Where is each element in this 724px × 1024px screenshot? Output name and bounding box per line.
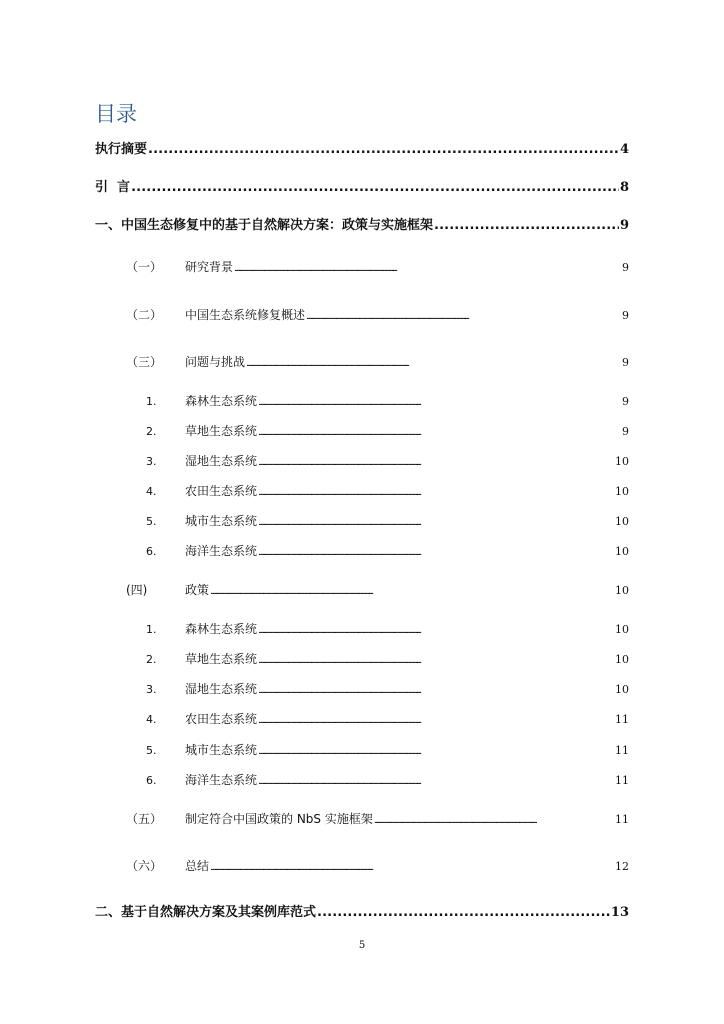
- toc-entry-item[interactable]: [146, 512, 629, 529]
- toc-entry-page: 10: [615, 545, 629, 558]
- toc-entry-section-1-1[interactable]: [126, 258, 629, 275]
- dot-leader: [258, 458, 614, 468]
- toc-entry-label: 森林生态系统: [185, 394, 258, 408]
- toc-entry-label: 中国生态系统修复概述: [185, 308, 306, 322]
- toc-entry-page: 9: [622, 425, 629, 438]
- dot-leader: [258, 686, 614, 696]
- dot-leader: [317, 905, 610, 920]
- toc-entry-section-1-2[interactable]: [126, 306, 629, 323]
- toc-entry-label: 政策: [185, 583, 210, 597]
- dot-leader: [258, 777, 614, 787]
- toc-entry-number: （三）: [126, 355, 163, 369]
- toc-entry-page: 9: [619, 218, 629, 233]
- toc-entry-number: 4.: [146, 485, 157, 498]
- toc-entry-item[interactable]: [146, 542, 629, 559]
- toc-entry-number: 2.: [146, 425, 157, 438]
- toc-entry-number: 1.: [146, 623, 157, 636]
- toc-title: 目录: [95, 102, 137, 126]
- toc-entry-chapter-2[interactable]: [95, 901, 629, 920]
- toc-entry-page: 13: [610, 905, 629, 920]
- toc-entry-item[interactable]: [146, 392, 629, 409]
- dot-leader: [306, 312, 621, 322]
- toc-entry-page: 10: [615, 683, 629, 696]
- toc-entry-number: 4.: [146, 713, 157, 726]
- dot-leader: [258, 488, 614, 498]
- dot-leader: [258, 428, 621, 438]
- toc-entry-number: （六）: [126, 859, 163, 873]
- dot-leader: [434, 218, 619, 233]
- toc-entry-label: 海洋生态系统: [185, 544, 258, 558]
- toc-entry-label: 草地生态系统: [185, 424, 258, 438]
- toc-entry-page: 9: [622, 309, 629, 322]
- toc-entry-page: 12: [615, 860, 629, 873]
- toc-entry-number: （二）: [126, 308, 163, 322]
- toc-entry-label: 农田生态系统: [185, 484, 258, 498]
- toc-entry-number: (四): [126, 583, 148, 597]
- toc-entry-number: （一）: [126, 260, 163, 274]
- toc-entry-label: 湿地生态系统: [185, 682, 258, 696]
- toc-entry-label: 一、中国生态修复中的基于自然解决方案：政策与实施框架: [95, 218, 434, 233]
- dot-leader: [258, 626, 614, 636]
- dot-leader: [258, 656, 614, 666]
- dot-leader: [246, 359, 621, 369]
- toc-entry-page: 9: [622, 395, 629, 408]
- toc-entry-item[interactable]: [146, 422, 629, 439]
- toc-entry-chapter-1[interactable]: [95, 214, 629, 233]
- dot-leader: [258, 548, 614, 558]
- toc-entry-number: 2.: [146, 653, 157, 666]
- toc-entry-item[interactable]: [146, 741, 629, 758]
- toc-entry-section-1-4[interactable]: [126, 581, 629, 598]
- toc-entry-label: 引 言: [95, 180, 131, 195]
- toc-entry-page: 8: [619, 180, 629, 195]
- toc-entry-page: 11: [615, 774, 629, 787]
- dot-leader: [374, 816, 614, 826]
- dot-leader: [210, 863, 614, 873]
- toc-entry-page: 9: [622, 356, 629, 369]
- dot-leader: [131, 180, 619, 195]
- toc-entry-label: 执行摘要: [95, 142, 148, 157]
- toc-entry-section-1-5[interactable]: [126, 810, 629, 827]
- toc-entry-number: 6.: [146, 545, 157, 558]
- toc-entry-executive-summary[interactable]: [95, 138, 629, 157]
- toc-entry-item[interactable]: [146, 620, 629, 637]
- toc-entry-label: 研究背景: [185, 260, 234, 274]
- toc-entry-section-1-6[interactable]: [126, 857, 629, 874]
- toc-entry-number: （五）: [126, 812, 163, 826]
- toc-entry-item[interactable]: [146, 482, 629, 499]
- toc-entry-label: 制定符合中国政策的 NbS 实施框架: [185, 812, 373, 826]
- toc-entry-number: 1.: [146, 395, 157, 408]
- toc-entry-item[interactable]: [146, 771, 629, 788]
- toc-entry-introduction[interactable]: [95, 176, 629, 195]
- toc-entry-page: 11: [615, 813, 629, 826]
- toc-entry-page: 10: [615, 623, 629, 636]
- dot-leader: [258, 747, 614, 757]
- toc-entry-number: 6.: [146, 774, 157, 787]
- toc-entry-number: 3.: [146, 683, 157, 696]
- toc-entry-label: 问题与挑战: [185, 355, 246, 369]
- toc-entry-item[interactable]: [146, 650, 629, 667]
- dot-leader: [258, 398, 621, 408]
- toc-entry-label: 湿地生态系统: [185, 454, 258, 468]
- toc-entry-number: 5.: [146, 744, 157, 757]
- toc-entry-page: 10: [615, 584, 629, 597]
- dot-leader: [258, 518, 614, 528]
- toc-entry-number: 3.: [146, 455, 157, 468]
- toc-entry-label: 海洋生态系统: [185, 773, 258, 787]
- toc-entry-label: 二、基于自然解决方案及其案例库范式: [95, 905, 317, 920]
- toc-entry-label: 农田生态系统: [185, 712, 258, 726]
- toc-entry-page: 10: [615, 485, 629, 498]
- dot-leader: [258, 716, 614, 726]
- toc-entry-page: 9: [622, 261, 629, 274]
- toc-entry-page: 10: [615, 455, 629, 468]
- toc-entry-page: 10: [615, 515, 629, 528]
- toc-entry-page: 11: [615, 713, 629, 726]
- page-number: 5: [358, 940, 366, 951]
- toc-entry-label: 城市生态系统: [185, 743, 258, 757]
- toc-entry-item[interactable]: [146, 680, 629, 697]
- toc-entry-label: 森林生态系统: [185, 622, 258, 636]
- toc-entry-item[interactable]: [146, 452, 629, 469]
- toc-entry-page: 11: [615, 744, 629, 757]
- toc-entry-label: 总结: [185, 859, 210, 873]
- toc-entry-label: 草地生态系统: [185, 652, 258, 666]
- dot-leader: [148, 142, 619, 157]
- dot-leader: [210, 587, 614, 597]
- toc-entry-section-1-3[interactable]: [126, 353, 629, 370]
- toc-entry-label: 城市生态系统: [185, 514, 258, 528]
- toc-entry-page: 10: [615, 653, 629, 666]
- toc-entry-page: 4: [619, 142, 629, 157]
- toc-entry-number: 5.: [146, 515, 157, 528]
- toc-entry-item[interactable]: [146, 710, 629, 727]
- dot-leader: [234, 264, 621, 274]
